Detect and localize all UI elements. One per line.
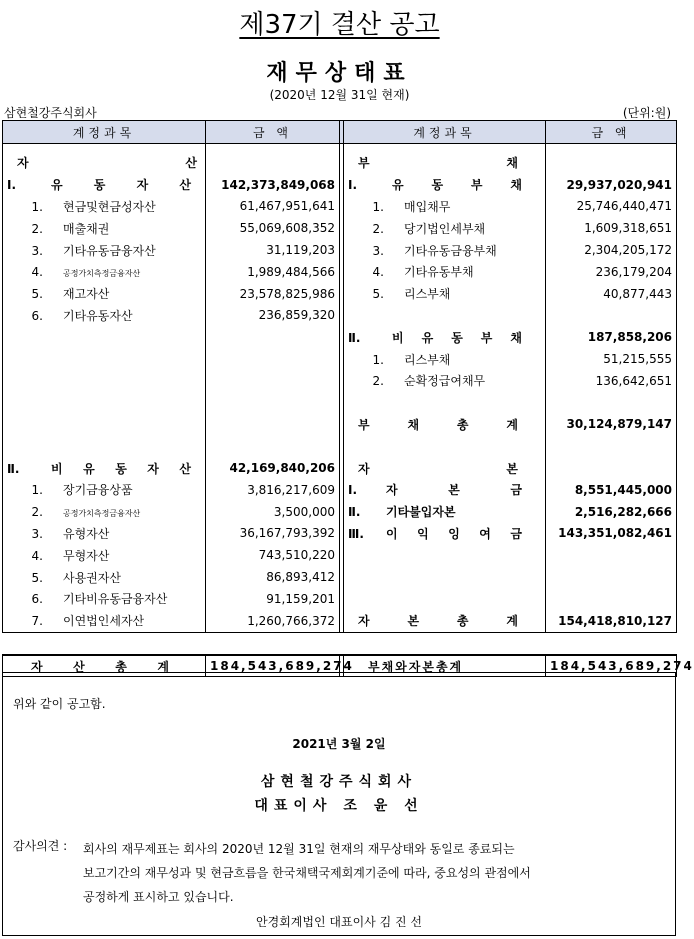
liabilities-total-amount: 30,124,879,147 [546, 414, 677, 436]
equity-total-amount: 154,418,810,127 [546, 610, 677, 632]
company-name: 삼현철강주식회사 [4, 106, 97, 120]
report-date: (2020년 12월 31일 현재) [269, 88, 410, 102]
table-row: Ⅰ. 유 동 자 산 142,373,849,068 Ⅰ. 유 동 부 채 29,937,020,941 [3, 174, 677, 196]
table-row [3, 152, 677, 174]
table-row [3, 435, 677, 457]
table-row: 2. 공정가치측정금융자산 3,500,000 Ⅱ. 기타불입자본 2,516,282,666 [3, 501, 677, 523]
table-row: 5. 재고자산 23,578,825,986 5. 리스부채 40,877,443 [3, 283, 677, 305]
table-row [3, 414, 677, 436]
table-row [3, 392, 677, 414]
notice-box [2, 672, 676, 936]
noncurrent-liabilities-label: 비 유 동 부 채 [392, 330, 522, 345]
table-row: 2. 매출채권 55,069,608,352 2. 당기법인세부채 1,609,318,651 [3, 217, 677, 239]
auditor-name: 안경회계법인 대표이사 김 진 선 [256, 915, 422, 929]
header-amount-right: 금 액 [546, 121, 677, 144]
liab-equity-total-amount: 184,543,689,274 [546, 655, 677, 677]
table-row: 2. 순확정급여채무 136,642,651 [3, 370, 677, 392]
equity-total-label: 자 본 총 계 [358, 614, 518, 629]
assets-section: 자 산 [3, 152, 206, 174]
balance-sheet-table [2, 120, 694, 677]
audit-label: 감사의견 : [13, 839, 68, 853]
table-row: 6. 기타비유동금융자산 91,159,201 [3, 588, 677, 610]
liabilities-total-label: 부 채 총 계 [358, 417, 518, 432]
assets-total-label: 자 산 총 계 [31, 659, 171, 674]
table-row: 6. 기타유동자산 236,859,320 [3, 305, 677, 327]
header-account-right: 계정과목 [344, 121, 546, 144]
table-header [3, 121, 677, 144]
liab-equity-total-label: 부채와자본총계 [368, 659, 464, 674]
statement-title: 재무상태표 [266, 61, 413, 86]
liabilities-section: 부 채 [344, 152, 546, 174]
notice-ceo: 대표이사 조 윤 선 [254, 798, 424, 814]
page-title: 제37기 결산 공고 [239, 10, 440, 40]
table-row: 1. 장기금융상품 3,816,217,609 Ⅰ. 자 본 금 8,551,445,000 [3, 479, 677, 501]
table-row: 4. 무형자산 743,510,220 [3, 544, 677, 566]
current-assets-amount: 142,373,849,068 [206, 174, 340, 196]
table-row: 1. 리스부채 51,215,555 [3, 348, 677, 370]
unit-label: (단위:원) [622, 106, 671, 120]
audit-opinion: 회사의 재무제표는 회사의 2020년 12월 31일 현재의 재무상태와 동일로 종료되는 보고기간의 재무성과 및 현금흐름을 한국채택국제회계기준에 따라, 중요성의 관점에서 공정하게 표시하고 있습니다. [83, 842, 531, 904]
current-liabilities-amount: 29,937,020,941 [546, 174, 677, 196]
table-row: 1. 현금및현금성자산 61,467,951,641 1. 매입채무 25,746,440,471 [3, 196, 677, 218]
notice-company: 삼현철강주식회사 [260, 774, 418, 790]
header-account-left: 계정과목 [3, 121, 206, 144]
current-liabilities-label: 유 동 부 채 [392, 178, 522, 193]
noncurrent-assets-label: 비 유 동 자 산 [51, 461, 191, 476]
table-row: 5. 사용권자산 86,893,412 [3, 566, 677, 588]
table-row: 3. 유형자산 36,167,793,392 Ⅲ. 이 익 잉 여 금 143,351,082,461 [3, 523, 677, 545]
notice-date: 2021년 3월 2일 [292, 737, 386, 751]
header-amount-left: 금 액 [206, 121, 340, 144]
noncurrent-assets-amount: 42,169,840,206 [206, 457, 340, 479]
announce-text: 위와 같이 공고함. [13, 697, 106, 711]
table-row: 3. 기타유동금융자산 31,119,203 3. 기타유동금융부채 2,304,205,172 [3, 239, 677, 261]
table-row: 4. 공정가치측정금융자산 1,989,484,566 4. 기타유동부채 236,179,204 [3, 261, 677, 283]
table-row: Ⅱ. 비 유 동 자 산 42,169,840,206 자 본 [3, 457, 677, 479]
noncurrent-liabilities-amount: 187,858,206 [546, 326, 677, 348]
assets-total-amount: 184,543,689,274 [206, 655, 340, 677]
equity-section: 자 본 [344, 457, 546, 479]
current-assets-label: 유 동 자 산 [51, 178, 191, 193]
table-row: Ⅱ. 비 유 동 부 채 187,858,206 [3, 326, 677, 348]
table-row: 7. 이연법인세자산 1,260,766,372 자 본 총 계 154,418,810,127 [3, 610, 677, 632]
